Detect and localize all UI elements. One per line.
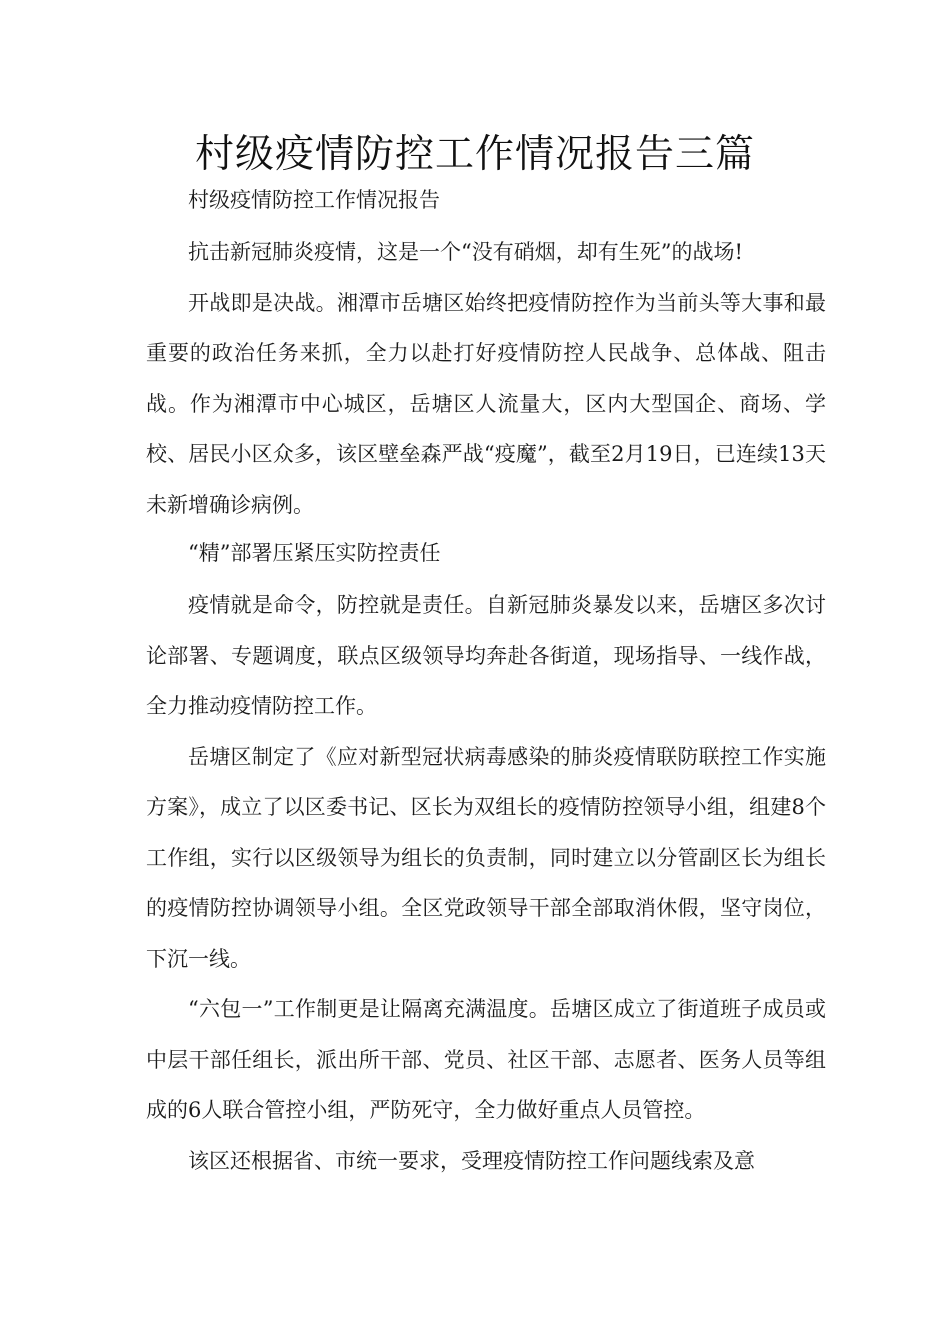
body-paragraph: 该区还根据省、市统一要求，受理疫情防控工作问题线索及意 — [188, 1148, 755, 1173]
section-heading: “精”部署压紧压实防控责任 — [188, 541, 441, 565]
document-title: 村级疫情防控工作情况报告三篇 — [194, 132, 755, 177]
document-body — [146, 177, 826, 1186]
body-paragraph: “六包一”工作制更是让隔离充满温度。岳塘区成立了街道班子成员或中层干部任组长，派出所干部、党员、社区干部、志愿者、医务人员等组成的6人联合管控小组，严防死守，全力做好重点人员管控。 — [146, 997, 826, 1122]
body-paragraph: 岳塘区制定了《应对新型冠状病毒感染的肺炎疫情联防联控工作实施方案》，成立了以区委书记、区长为双组长的疫情防控领导小组，组建8个工作组，实行以区级领导为组长的负责制，同时建立以分管副区长为组长的疫情防控协调领导小组。全区党政领导干部全部取消休假，坚守岗位，下沉一线。 — [146, 744, 826, 971]
body-paragraph: 抗击新冠肺炎疫情，这是一个“没有硝烟，却有生死”的战场! — [188, 240, 743, 264]
subtitle-paragraph: 村级疫情防控工作情况报告 — [188, 188, 440, 212]
body-paragraph: 疫情就是命令，防控就是责任。自新冠肺炎暴发以来，岳塘区多次讨论部署、专题调度，联点区级领导均奔赴各街道，现场指导、一线作战，全力推动疫情防控工作。 — [146, 593, 826, 718]
body-paragraph: 开战即是决战。湘潭市岳塘区始终把疫情防控作为当前头等大事和最重要的政治任务来抓，全力以赴打好疫情防控人民战争、总体战、阻击战。作为湘潭市中心城区，岳塘区人流量大，区内大型国企、商场、学校、居民小区众多，该区壁垒森严战“疫魔”，截至2月19日，已连续13天未新增确诊病例。 — [146, 290, 826, 517]
